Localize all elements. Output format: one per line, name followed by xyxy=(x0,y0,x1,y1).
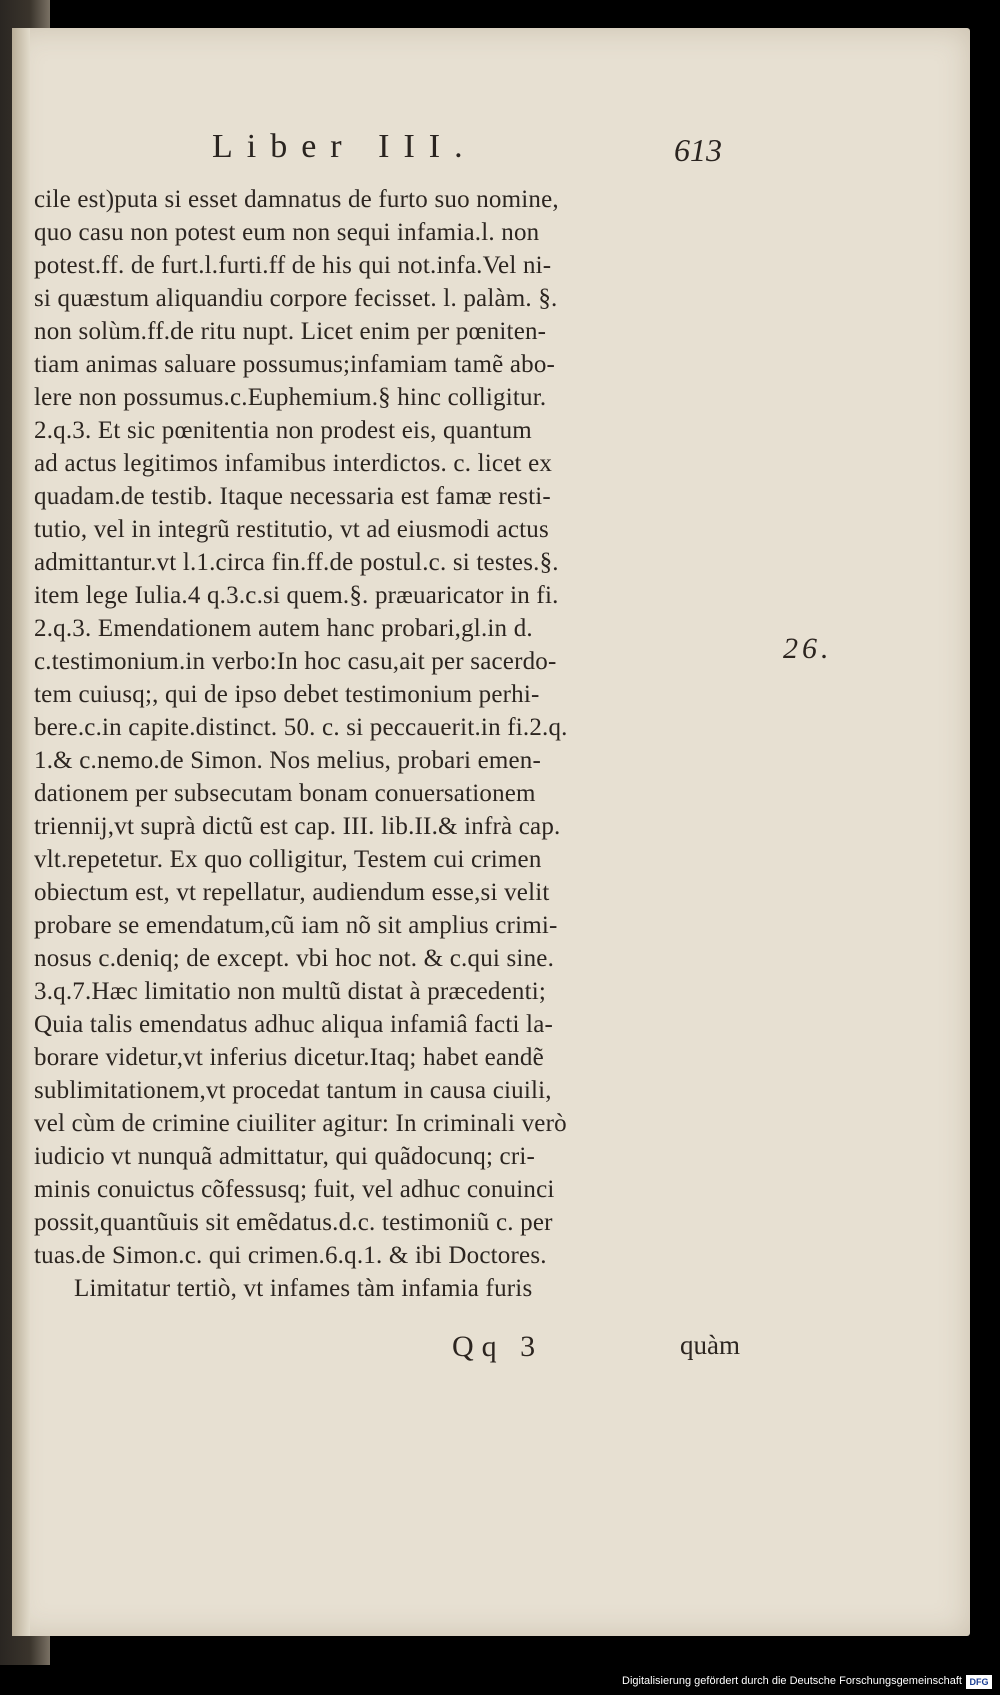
page-header xyxy=(12,128,970,178)
text-line: si quæstum aliquandiu corpore fecisset. l. palàm. §. xyxy=(34,285,558,312)
text-line: potest.ff. de furt.l.furti.ff de his qui not.infa.Vel ni- xyxy=(34,252,552,279)
text-line: Quia talis emendatus adhuc aliqua infamiâ facti la- xyxy=(34,1011,554,1038)
text-line: non solùm.ff.de ritu nupt. Licet enim per pœniten- xyxy=(34,318,547,345)
text-line: admittantur.vt l.1.circa fin.ff.de postul.c. si testes.§. xyxy=(34,549,559,576)
text-line: 3.q.7.Hæc limitatio non multũ distat à præcedenti; xyxy=(34,978,547,1005)
text-line: quo casu non potest eum non sequi infamia.l. non xyxy=(34,219,540,246)
signature-mark: Qq 3 xyxy=(452,1330,544,1363)
text-line: triennij,vt suprà dictũ est cap. III. lib.II.& infrà cap. xyxy=(34,813,561,840)
text-line: probare se emendatum,cũ iam nõ sit amplius crimi- xyxy=(34,912,558,939)
text-line: tem cuiusq;, qui de ipso debet testimonium perhi- xyxy=(34,681,540,708)
text-line: tuas.de Simon.c. qui crimen.6.q.1. & ibi Doctores. xyxy=(34,1242,547,1269)
text-line: quadam.de testib. Itaque necessaria est famæ resti- xyxy=(34,483,551,510)
running-head: Liber III. xyxy=(212,128,477,165)
text-line: nosus c.deniq; de except. vbi hoc not. & c.qui sine. xyxy=(34,945,555,972)
text-line: obiectum est, vt repellatur, audiendum esse,si velit xyxy=(34,879,550,906)
marginal-note: 26. xyxy=(783,632,833,665)
text-line: Limitatur tertiò, vt infames tàm infamia furis xyxy=(74,1275,533,1302)
text-line: 2.q.3. Et sic pœnitentia non prodest eis, quantum xyxy=(34,417,532,444)
text-line: borare videtur,vt inferius dicetur.Itaq; habet eandẽ xyxy=(34,1044,544,1071)
book-page xyxy=(12,28,970,1636)
text-line: minis conuictus cõfessusq; fuit, vel adhuc conuinci xyxy=(34,1176,555,1203)
text-line: item lege Iulia.4 q.3.c.si quem.§. præuaricator in fi. xyxy=(34,582,559,609)
text-line: ad actus legitimos infamibus interdictos. c. licet ex xyxy=(34,450,553,477)
text-line: sublimitationem,vt procedat tantum in causa ciuili, xyxy=(34,1077,552,1104)
dfg-credit: Digitalisierung gefördert durch die Deutsche Forschungsgemeinschaft xyxy=(622,1675,962,1687)
catchword: quàm xyxy=(680,1330,740,1360)
text-line: tutio, vel in integrũ restitutio, vt ad eiusmodi actus xyxy=(34,516,549,543)
text-line: iudicio vt nunquã admittatur, qui quãdocunq; cri- xyxy=(34,1143,536,1170)
page-gutter-edge xyxy=(12,28,30,1636)
text-line: tiam animas saluare possumus;infamiam tamẽ abo- xyxy=(34,351,556,378)
text-line: 1.& c.nemo.de Simon. Nos melius, probari emen- xyxy=(34,747,542,774)
text-line: 2.q.3. Emendationem autem hanc probari,gl.in d. xyxy=(34,615,533,642)
text-line: possit,quantũuis sit emẽdatus.d.c. testimoniũ c. per xyxy=(34,1209,553,1236)
text-line: cile est)puta si esset damnatus de furto suo nomine, xyxy=(34,186,559,213)
text-line: lere non possumus.c.Euphemium.§ hinc colligitur. xyxy=(34,384,547,411)
text-line: vlt.repetetur. Ex quo colligitur, Testem cui crimen xyxy=(34,846,542,873)
text-line: bere.c.in capite.distinct. 50. c. si peccauerit.in fi.2.q. xyxy=(34,714,568,741)
text-line: vel cùm de crimine ciuiliter agitur: In criminali verò xyxy=(34,1110,567,1137)
body-text xyxy=(34,183,754,1305)
page-number: 613 xyxy=(674,132,722,168)
dfg-logo: DFG xyxy=(966,1675,992,1689)
text-line: c.testimonium.in verbo:In hoc casu,ait per sacerdo- xyxy=(34,648,557,675)
footer-bar xyxy=(0,1672,1000,1695)
text-line: dationem per subsecutam bonam conuersationem xyxy=(34,780,536,807)
